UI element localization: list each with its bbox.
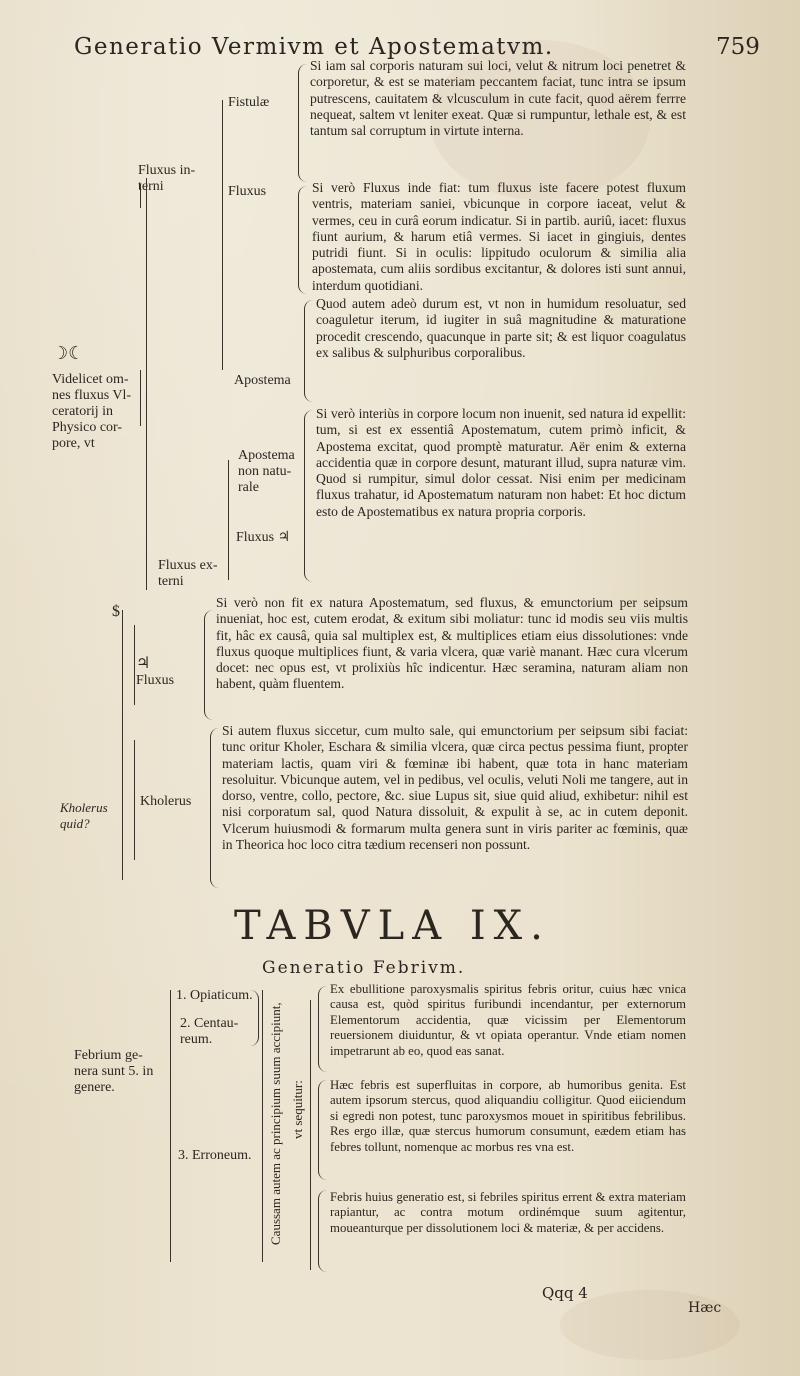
- bracket-line-interni: [140, 184, 141, 208]
- paragraph-apostema-non-naturale: Si verò interiùs in corpore locum non inuenit, sed natura id expellit: tum, si est ex essentiâ Apostematum, cutem primò inficit, & Apostema excitat, quod promptè maturatur. Aër enim & externa accidentia quæ in corpore desunt, maturant illud, supra naturæ vim. Quod si rumpitur, simul dolor cessat. Nisi enim per medicinam fluxus trahatur, id Apostematum naturam non habet: Et hoc dictum esto de Apostematibus ex natura propria corporis.: [316, 406, 686, 519]
- paragraph-fluxus-externi: Si verò non fit ex natura Apostematum, sed fluxus, & emunctorium per seipsum inueniat, hoc est, cutem erodat, & exitum sibi moliatur: tunc id modis seu viis multis fit, hâc ex causâ, quia sal multiplex est, & multiplices etiam eius dissolutiones: vnde fluxus quoque multiplices fiunt, & varia vlcera, quæ variè manant. Hæc cura vlcerum docet: nec opus est, vt prolixiùs hîc indicentur. Hæc seramina, naturam aliam non habent, quàm fluentem.: [216, 595, 688, 692]
- febrium-genera-label: Febrium ge- nera sunt 5. in genere.: [74, 1048, 154, 1095]
- brace-fistulae: [298, 64, 307, 182]
- tabula-title: TABVLA IX.: [234, 903, 551, 949]
- fistulae-label: Fistulæ: [228, 95, 270, 110]
- bracket-line-fluxus: [134, 625, 135, 705]
- brace-febres-right: [250, 990, 259, 1046]
- fluxus-externi-sub-label: Fluxus: [136, 673, 175, 688]
- running-title: Generatio Vermivm et Apostematvm.: [74, 34, 554, 60]
- page-number: 759: [716, 34, 760, 60]
- jupiter-mark: ♃: [136, 655, 151, 672]
- catchword: Hæc: [688, 1300, 722, 1316]
- paragraph-febris-3: Febris huius generatio est, si febriles spiritus errent & extra materiam rapiantur, ac contra motum ordinémque suum agitentur, moueanturque per dissolutionem loci & materiæ, & per accidens.: [330, 1190, 686, 1235]
- kholerus-label: Kholerus: [140, 794, 192, 809]
- brace-fluxus-ext: [204, 610, 213, 720]
- paragraph-fistulae: Si iam sal corporis naturam sui loci, velut & nitrum loci penetret & corporetur, & est se materiam peccantem faciat, tunc intra se ipsum putrescens, cauitatem & vlcusculum in cute facit, quod aërem ferrre nequeat, saltem vt leniter exeat. Quæ si rumpuntur, lethale est, & est tantum sal corruptum in virtute interna.: [310, 58, 686, 139]
- febrium-bracket: [170, 990, 171, 1262]
- febrium-inner-line: [310, 1000, 311, 1270]
- paragraph-fluxus: Si verò Fluxus inde fiat: tum fluxus iste facere potest fluxum ventris, materiam saniei, vbicunque in corpore iaceat, velut & vermes, ceu in curâ eorum indicatur. Si in partib. auriû, iacet: fluxus fiunt aurium, & harum etiâ vermes. Si iacet in gingiuis, dentes putridi fiunt. Si in oculis: lippitudo oculorum & similia alia apostemata, cum aliis sordibus excitantur, & dolores isti sunt annui, interdum quotidiani.: [312, 180, 686, 293]
- brace-erroneum: [318, 1190, 327, 1272]
- apostema-non-naturale-label: Apostema non natu- rale: [238, 448, 295, 495]
- brace-centaureum: [318, 1080, 327, 1180]
- brace-fluxus: [298, 186, 307, 294]
- bracket-line-kholerus: [134, 740, 135, 860]
- paragraph-febris-1: Ex ebullitione paroxysmalis spiritus febris oritur, cuius hæc vnica causa est, quòd spiritus furibundi incendantur, per externorum Elementorum accidentia, quæ vicissim per Elementorum reuersionem diuiduntur, & vt opiata operantur. Vnde etiam nomen impetrarunt ab eo, quod eas sanat.: [330, 982, 686, 1058]
- kholerus-quid-label: Kholerus quid?: [60, 800, 108, 831]
- paragraph-apostema: Quod autem adeò durum est, vt non in humidum resoluatur, sed coaguletur iterum, id iugiter in suâ magnitudine & maturatione procedit crescendo, quacunque in parte sit; & est liquor coagulatus ex salibus & sulphuribus corporalibus.: [316, 296, 686, 360]
- signature-mark: Qqq 4: [542, 1284, 588, 1302]
- bracket-line-videlicet: [140, 370, 141, 426]
- fluxus-externi-label: Fluxus ex- terni: [158, 558, 218, 589]
- s-mark: $: [112, 603, 120, 620]
- sulphur-symbol: ☽☾: [52, 343, 85, 363]
- fluxus-interni-label: Fluxus in- terni: [138, 163, 196, 194]
- febris-opiaticum: 1. Opiaticum.: [176, 988, 253, 1003]
- apostema-label: Apostema: [234, 373, 291, 388]
- vertical-caption-sequitur: vt sequitur:: [290, 1080, 305, 1140]
- fluxus-small-label: Fluxus ♃: [236, 530, 291, 545]
- brace-opiaticum: [318, 986, 327, 1072]
- brace-apostema-nn: [304, 410, 313, 582]
- tabula-subtitle: Generatio Febrivm.: [262, 958, 466, 978]
- paragraph-febris-2: Hæc febris est superfluitas in corpore, ab humoribus genita. Est autem ipsorum stercus, quod aliquandiu colligitur. Quod eiiciendum si egredi non potest, tunc paroxysmos mouet in spiritibus febrilibus. Res ergo illæ, quæ stercus humorum consumunt, eædem etiam has febres tollunt, nomenque ac morbus res vna est.: [330, 1078, 686, 1154]
- fluxus-label: Fluxus: [228, 184, 267, 199]
- videlicet-label: Videlicet om- nes fluxus Vl- ceratorij in Physico cor- pore, vt: [52, 372, 132, 451]
- febris-centaureum: 2. Centau- reum.: [180, 1016, 239, 1047]
- bracket-line-interni-inner: [222, 100, 223, 370]
- bracket-line-lower: [122, 610, 123, 880]
- bracket-line-externi: [228, 460, 229, 580]
- brace-kholerus: [210, 728, 219, 888]
- paragraph-kholerus: Si autem fluxus siccetur, cum multo sale, qui emunctorium per seipsum sibi faciat: tunc oritur Kholer, Eschara & similia vlcera, quæ circa pectus pessima fiunt, propter materiam lactis, quam viri & fœminæ ibi habent, quæ tota in hanc materiam resoluitur. Vbicunque autem, vel in pedibus, vel oculis, veluti Noli me tangere, aut in dorso, ventre, collo, pectore, &c. siue Lupus sit, siue quid aliud, exhibetur: nihil est nisi corporatum sal, quod Natura dissoluit, & expulit à se, ac in cutem deponit. Vlcerum huiusmodi & formarum multa genera sunt in viris pariter ac fœminis, quæ in Theorica hoc loco citra tædium recenseri non possunt.: [222, 723, 688, 853]
- febris-erroneum: 3. Erroneum.: [178, 1148, 252, 1163]
- brace-apostema: [304, 300, 313, 402]
- bracket-line-main: [146, 178, 147, 590]
- febrium-right-line: [262, 990, 263, 1262]
- vertical-caption-causa: Caussam autem ac principium suum accipiunt,: [268, 1002, 283, 1246]
